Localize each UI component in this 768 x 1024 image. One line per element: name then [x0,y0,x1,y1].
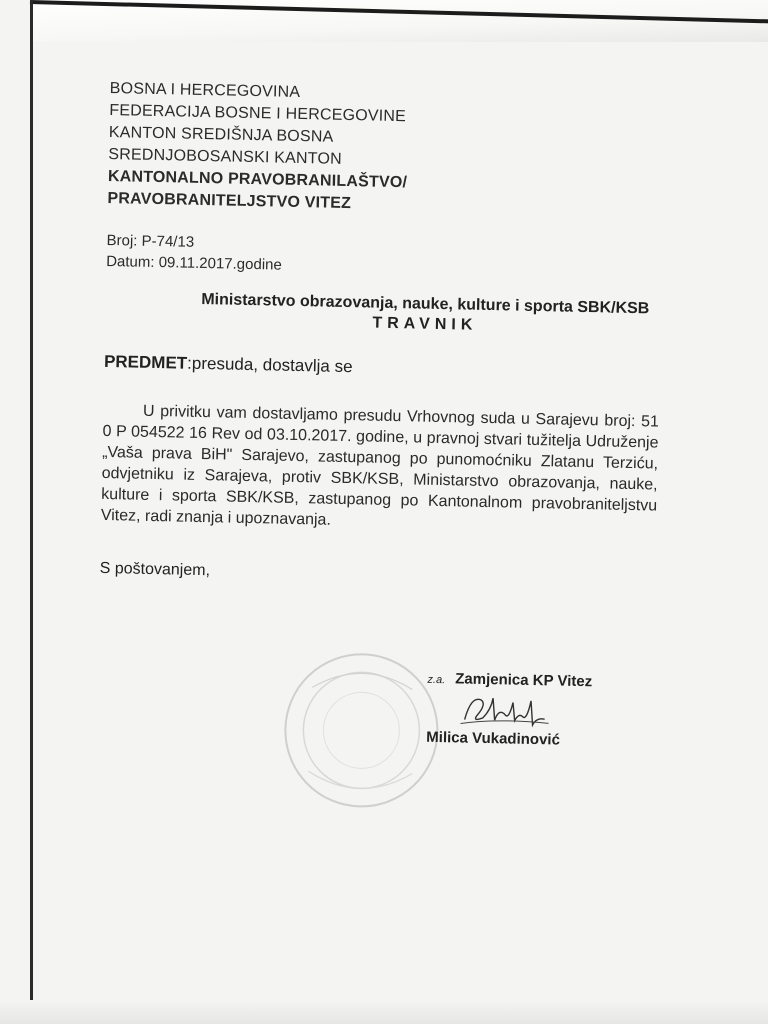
letterhead-office-line-2: PRAVOBRANITELJSTVO VITEZ [107,189,352,213]
document-number: Broj: P-74/13 [106,231,195,251]
scan-left-edge [30,0,33,1024]
letter-page [95,78,670,790]
signature-za: z.a. [427,673,446,687]
document-date: Datum: 09.11.2017.godine [105,252,282,274]
subject-text: :presuda, dostavlja se [186,353,353,377]
handwritten-signature [456,689,627,733]
closing-salutation: S poštovanjem, [99,559,211,580]
recipient-city: TRAVNIK [372,314,478,334]
letter-body: U privitku vam dostavljamo presudu Vrhovnog suda u Sarajevu broj: 51 0 P 054522 16 Rev od 03.10.2017. godine, u pravnoj stvari tužitelja Udruženje „Vaša prava BiH" Sarajevo, zastupanog po punomoćniku Zlatanu Terziću, odvjetniku iz Sarajeva, protiv SBK/KSB, Ministarstvo obrazovanja, nauke, kulture i sporta SBK/KSB, zastupanog po Kantonalnom pravobraniteljstvu Vitez, radi znanja i upoznavanja. [100,402,660,529]
signatory-name: Milica Vukadinović [426,728,561,749]
letterhead-line-2: FEDERACIJA BOSNE I HERCEGOVINE [109,101,407,126]
recipient-name: Ministarstvo obrazovanja, nauke, kulture i sporta SBK/KSB [201,290,650,318]
subject-label: PREDMET [103,351,188,373]
letterhead-line-4: SREDNJOBOSANSKI KANTON [108,145,343,168]
recipient-block [105,288,666,340]
letterhead-office-line-1: KANTONALNO PRAVOBRANILAŠTVO/ [107,167,408,192]
letterhead [107,78,670,222]
official-stamp [280,647,446,815]
signature-block [426,670,628,750]
document-meta [106,230,667,284]
subject-line [104,352,664,384]
signatory-role: Zamjenica KP Vitez [455,670,593,691]
letterhead-line-3: KANTON SREDIŠNJA BOSNA [108,123,334,146]
scan-bottom-shadow [0,1000,768,1024]
letterhead-line-1: BOSNA I HERCEGOVINA [109,79,301,101]
